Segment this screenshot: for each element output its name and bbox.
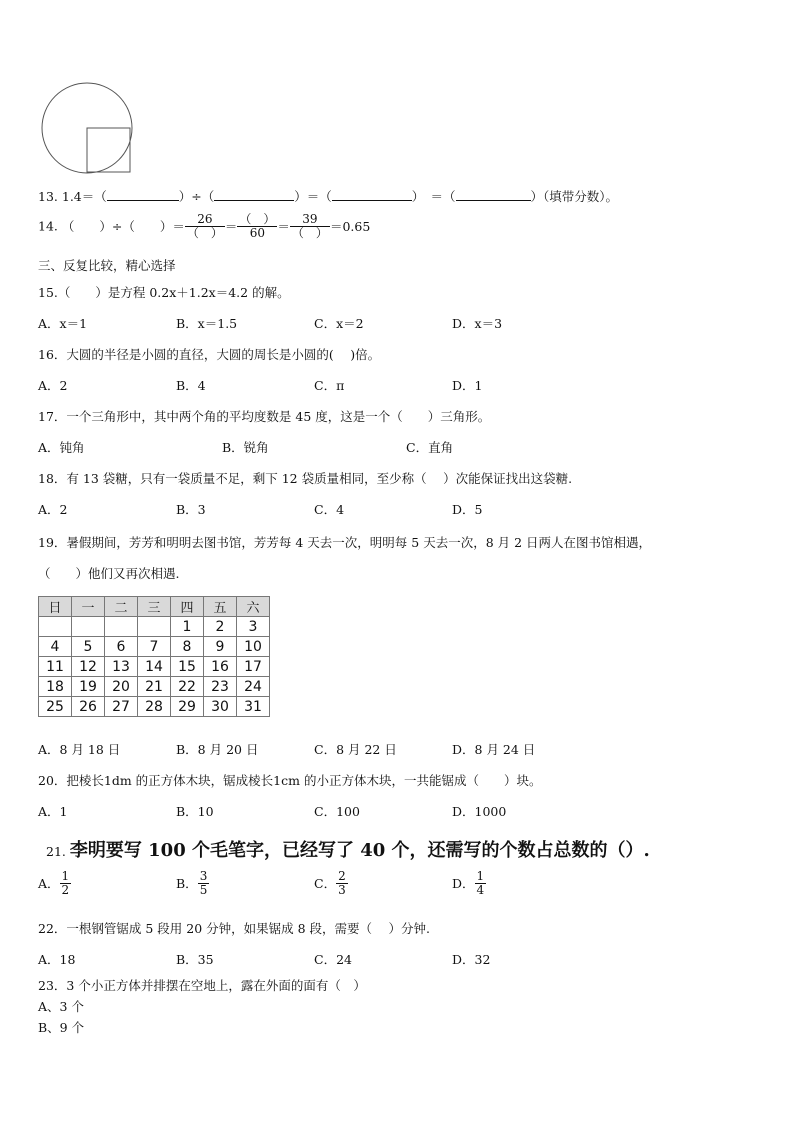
calendar-header-cell: 一 <box>72 597 105 617</box>
calendar-cell: 29 <box>171 697 204 717</box>
question-23-stem: 23．3 个小正方体并排摆在空地上，露在外面的面有（ ） <box>38 978 366 993</box>
calendar-cell: 2 <box>204 617 237 637</box>
q15-option-a[interactable]: A．x＝1 <box>38 316 88 331</box>
calendar-cell: 23 <box>204 677 237 697</box>
calendar-cell: 31 <box>237 697 270 717</box>
calendar-cell: 16 <box>204 657 237 677</box>
question-22-stem: 22．一根钢管锯成 5 段用 20 分钟，如果锯成 8 段，需要（ ）分钟. <box>38 921 431 936</box>
question-19-stem-line2: （ ）他们又再次相遇. <box>38 566 180 581</box>
calendar-cell: 6 <box>105 637 138 657</box>
calendar-cell: 25 <box>39 697 72 717</box>
calendar-cell: 30 <box>204 697 237 717</box>
q17-option-c[interactable]: C．直角 <box>406 440 454 455</box>
calendar-header-cell: 三 <box>138 597 171 617</box>
blank-4[interactable] <box>456 187 531 201</box>
q18-option-d[interactable]: D．5 <box>452 502 483 517</box>
calendar-cell <box>138 617 171 637</box>
question-15-stem: 15.（ ）是方程 0.2x＋1.2x＝4.2 的解。 <box>38 285 290 300</box>
q21-option-b[interactable]: B． $\frac{3}{5}$ <box>176 869 208 897</box>
calendar-row <box>39 617 270 637</box>
fraction-1: $\frac{26}{( )}$ <box>186 212 223 240</box>
q21-option-d[interactable]: D． $\frac{1}{4}$ <box>452 869 485 897</box>
q19-option-c[interactable]: C．8 月 22 日 <box>314 742 397 757</box>
q17-option-a[interactable]: A．钝角 <box>38 440 85 455</box>
calendar-cell <box>105 617 138 637</box>
question-21-number: 21. <box>46 844 66 859</box>
calendar-cell: 21 <box>138 677 171 697</box>
q22-option-b[interactable]: B．35 <box>176 952 214 967</box>
blank-1[interactable] <box>107 187 179 201</box>
calendar-cell <box>39 617 72 637</box>
calendar-header-cell: 二 <box>105 597 138 617</box>
q21-option-c[interactable]: C． $\frac{2}{3}$ <box>314 869 346 897</box>
calendar-cell: 11 <box>39 657 72 677</box>
calendar-header-cell: 六 <box>237 597 270 617</box>
q16-option-d[interactable]: D．1 <box>452 378 483 393</box>
q18-option-a[interactable]: A．2 <box>38 502 68 517</box>
calendar-header-cell: 日 <box>39 597 72 617</box>
calendar-header-cell: 五 <box>204 597 237 617</box>
calendar-cell: 26 <box>72 697 105 717</box>
calendar-cell: 15 <box>171 657 204 677</box>
q15-option-c[interactable]: C．x＝2 <box>314 316 364 331</box>
question-17-stem: 17．一个三角形中，其中两个角的平均度数是 45 度，这是一个（ ）三角形。 <box>38 409 491 424</box>
calendar-cell <box>72 617 105 637</box>
question-14: 14. （ ）÷（ ）＝ $\frac{26}{( )}$ ＝ $\frac{( )}{60}$ ＝ $\frac{39}{( )}$ ＝0.65 <box>38 212 371 240</box>
q20-option-d[interactable]: D．1000 <box>452 804 507 819</box>
q21-option-a[interactable]: A． $\frac{1}{2}$ <box>38 869 70 897</box>
calendar-cell: 5 <box>72 637 105 657</box>
calendar-cell: 3 <box>237 617 270 637</box>
calendar-cell: 18 <box>39 677 72 697</box>
blank-3[interactable] <box>332 187 412 201</box>
calendar-cell: 8 <box>171 637 204 657</box>
q17-option-b[interactable]: B．锐角 <box>222 440 269 455</box>
q16-option-b[interactable]: B．4 <box>176 378 206 393</box>
q19-option-b[interactable]: B．8 月 20 日 <box>176 742 259 757</box>
question-18-stem: 18．有 13 袋糖，只有一袋质量不足，剩下 12 袋质量相同，至少称（ ）次能保证找出这袋糖. <box>38 471 573 486</box>
q23-option-b[interactable]: B、9 个 <box>38 1020 85 1035</box>
q20-option-a[interactable]: A．1 <box>38 804 68 819</box>
section-3-heading: 三、反复比较，精心选择 <box>38 258 176 273</box>
calendar-cell: 4 <box>39 637 72 657</box>
q20-option-c[interactable]: C．100 <box>314 804 360 819</box>
question-16-stem: 16．大圆的半径是小圆的直径，大圆的周长是小圆的( )倍。 <box>38 347 381 362</box>
calendar-cell: 20 <box>105 677 138 697</box>
q19-option-d[interactable]: D．8 月 24 日 <box>452 742 536 757</box>
fraction-2: $\frac{( )}{60}$ <box>239 212 276 240</box>
calendar-row <box>39 677 270 697</box>
calendar-cell: 22 <box>171 677 204 697</box>
question-20-stem: 20．把棱长1dm 的正方体木块，锯成棱长1cm 的小正方体木块，一共能锯成（ ）块。 <box>38 773 542 788</box>
calendar-cell: 27 <box>105 697 138 717</box>
q18-option-b[interactable]: B．3 <box>176 502 206 517</box>
calendar-cell: 24 <box>237 677 270 697</box>
q16-option-a[interactable]: A．2 <box>38 378 68 393</box>
calendar-cell: 19 <box>72 677 105 697</box>
calendar-header-row <box>39 597 270 617</box>
q15-option-d[interactable]: D．x＝3 <box>452 316 503 331</box>
q23-option-a[interactable]: A、3 个 <box>38 999 84 1014</box>
q18-option-c[interactable]: C．4 <box>314 502 345 517</box>
calendar-cell: 14 <box>138 657 171 677</box>
q22-option-a[interactable]: A．18 <box>38 952 76 967</box>
q15-option-b[interactable]: B．x＝1.5 <box>176 316 238 331</box>
q19-option-a[interactable]: A．8 月 18 日 <box>38 742 121 757</box>
calendar-cell: 28 <box>138 697 171 717</box>
question-21 <box>46 836 650 862</box>
question-19-stem-line1: 19．暑假期间，芳芳和明明去图书馆，芳芳每 4 天去一次，明明每 5 天去一次，8 月 2 日两人在图书馆相遇， <box>38 535 652 550</box>
calendar-cell: 7 <box>138 637 171 657</box>
circle-square-figure <box>38 80 138 180</box>
calendar-cell: 17 <box>237 657 270 677</box>
calendar-cell: 12 <box>72 657 105 677</box>
question-21-stem: 李明要写 100 个毛笔字，已经写了 40 个，还需写的个数占总数的（）. <box>69 840 650 861</box>
question-13: 13. 1.4＝（ ）÷（ ）＝（ ） ＝（ ）（填带分数）。 <box>38 189 619 204</box>
q22-option-c[interactable]: C．24 <box>314 952 352 967</box>
q20-option-b[interactable]: B．10 <box>176 804 214 819</box>
calendar-cell: 10 <box>237 637 270 657</box>
calendar-table <box>38 596 270 717</box>
q16-option-c[interactable]: C．π <box>314 378 345 393</box>
fraction-3: $\frac{39}{( )}$ <box>291 212 328 240</box>
calendar-row <box>39 657 270 677</box>
calendar-row <box>39 697 270 717</box>
calendar-header-cell: 四 <box>171 597 204 617</box>
blank-2[interactable] <box>214 187 294 201</box>
calendar-cell: 1 <box>171 617 204 637</box>
calendar-row <box>39 637 270 657</box>
q22-option-d[interactable]: D．32 <box>452 952 491 967</box>
calendar-cell: 13 <box>105 657 138 677</box>
calendar-cell: 9 <box>204 637 237 657</box>
